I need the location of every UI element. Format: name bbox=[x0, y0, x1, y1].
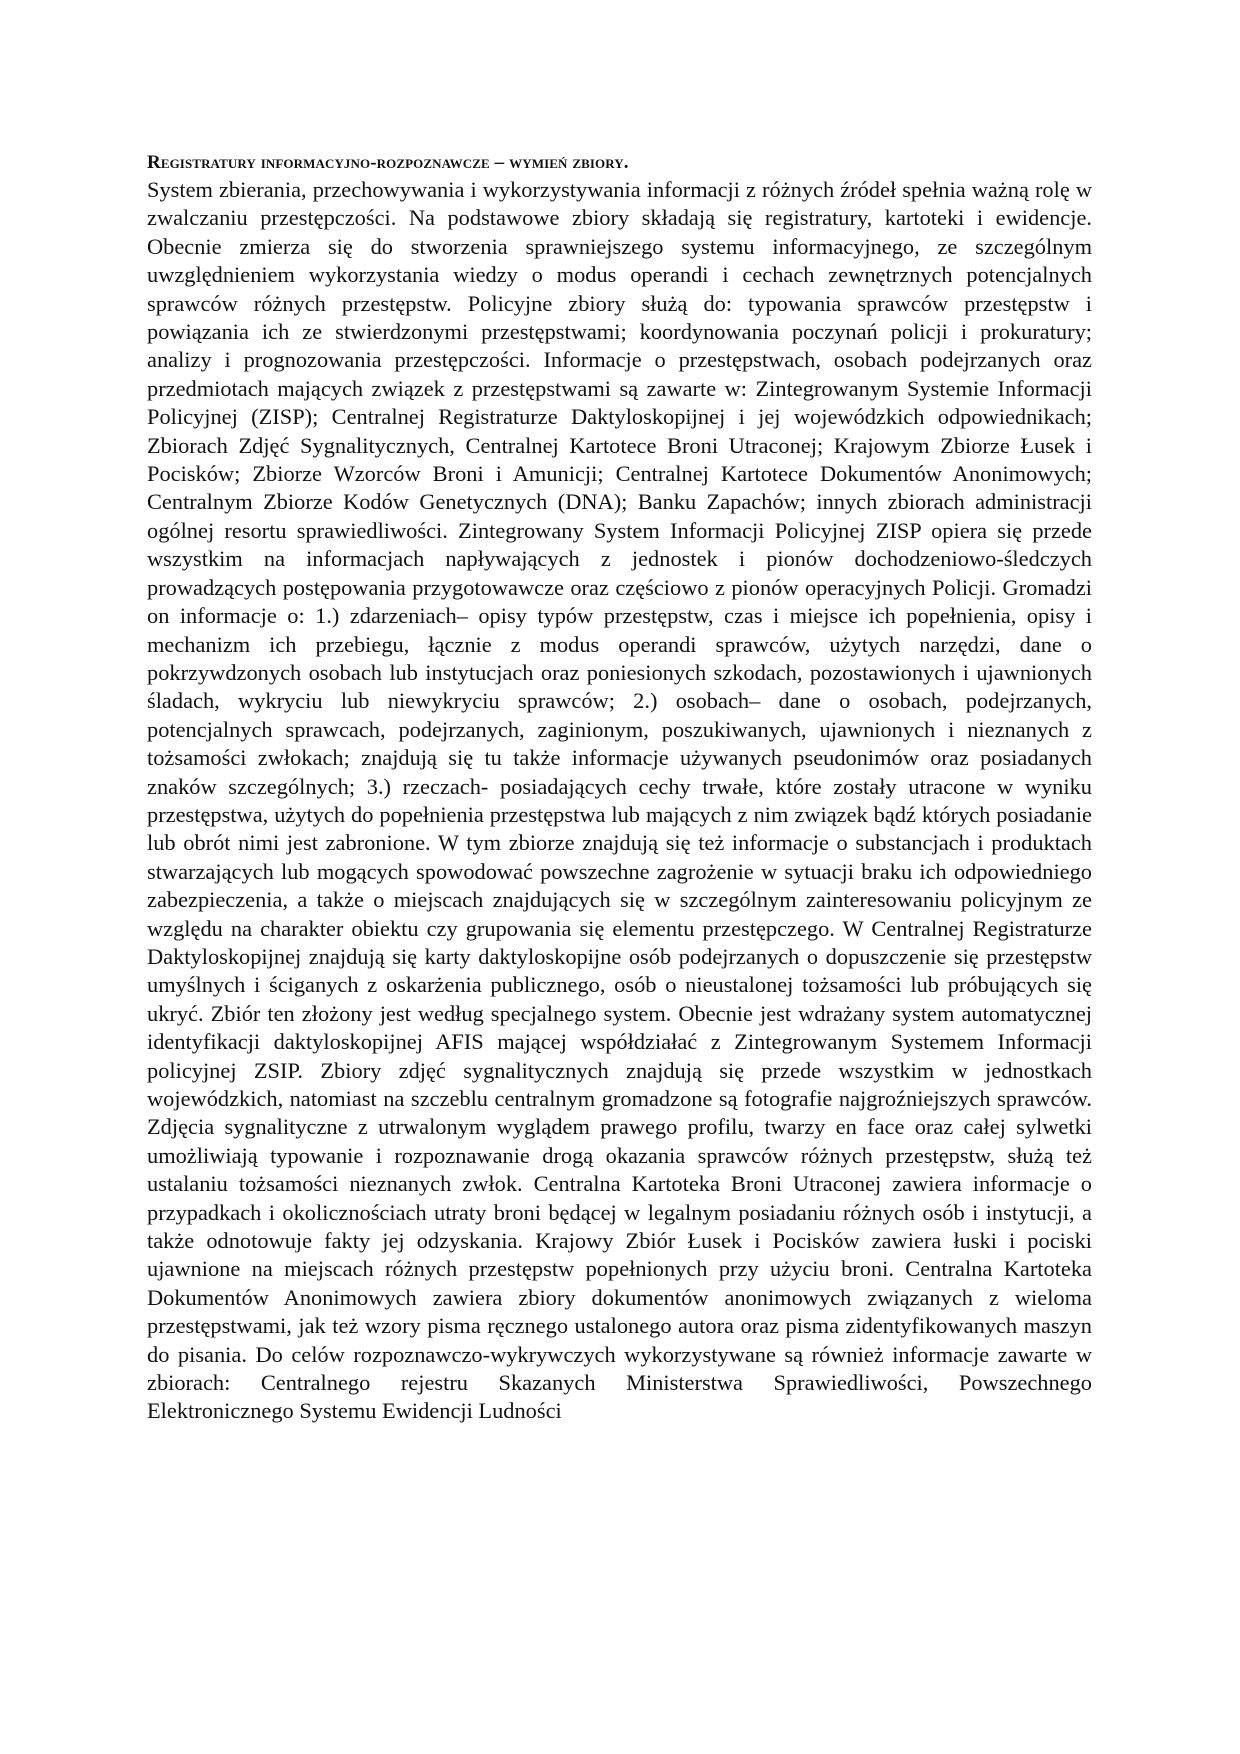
document-body-paragraph: System zbierania, przechowywania i wykorzystywania informacji z różnych źródeł spełnia ważną rolę w zwalczaniu przestępczości. Na podstawowe zbiory składają się registratury, kartoteki i ewidencje. Obecnie zmierza się do stworzenia sprawniejszego systemu informacyjnego, ze szczególnym uwzględnieniem wykorzystania wiedzy o modus operandi i cechach zewnętrznych potencjalnych sprawców różnych przestępstw. Policyjne zbiory służą do: typowania sprawców przestępstw i powiązania ich ze stwierdzonymi przestępstwami; koordynowania poczynań policji i prokuratury; analizy i prognozowania przestępczości. Informacje o przestępstwach, osobach podejrzanych oraz przedmiotach mających związek z przestępstwami są zawarte w: Zintegrowanym Systemie Informacji Policyjnej (ZISP); Centralnej Registraturze Daktyloskopijnej i jej wojewódzkich odpowiednikach; Zbiorach Zdjęć Sygnalitycznych, Centralnej Kartotece Broni Utraconej; Krajowym Zbiorze Łusek i Pocisków; Zbiorze Wzorców Broni i Amunicji; Centralnej Kartotece Dokumentów Anonimowych; Centralnym Zbiorze Kodów Genetycznych (DNA); Banku Zapachów; innych zbiorach administracji ogólnej resortu sprawiedliwości. Zintegrowany System Informacji Policyjnej ZISP opiera się przede wszystkim na informacjach napływających z jednostek i pionów dochodzeniowo-śledczych prowadzących postępowania przygotowawcze oraz częściowo z pionów operacyjnych Policji. Gromadzi on informacje o: 1.) zdarzeniach– opisy typów przestępstw, czas i miejsce ich popełnienia, opisy i mechanizm ich przebiegu, łącznie z modus operandi sprawców, użytych narzędzi, dane o pokrzywdzonych osobach lub instytucjach oraz poniesionych szkodach, pozostawionych i ujawnionych śladach, wykryciu lub niewykryciu sprawców; 2.) osobach– dane o osobach, podejrzanych, potencjalnych sprawcach, podejrzanych, zaginionym, poszukiwanych, ujawnionych i nieznanych z tożsamości zwłokach; znajdują się tu także informacje używanych pseudonimów oraz posiadanych znaków szczególnych; 3.) rzeczach- posiadających cechy trwałe, które zostały utracone w wyniku przestępstwa, użytych do popełnienia przestępstwa lub mających z nim związek bądź których posiadanie lub obrót nimi jest zabronione. W tym zbiorze znajdują się też informacje o substancjach i produktach stwarzających lub mogących spowodować powszechne zagrożenie w sytuacji braku ich odpowiedniego zabezpieczenia, a także o miejscach znajdujących się w szczególnym zainteresowaniu policyjnym ze względu na charakter obiektu czy grupowania się elementu przestępczego. W Centralnej Registraturze Daktyloskopijnej znajdują się karty daktyloskopijne osób podejrzanych o dopuszczenie się przestępstw umyślnych i ściganych z oskarżenia publicznego, osób o nieustalonej tożsamości lub próbujących się ukryć. Zbiór ten złożony jest według specjalnego system. Obecnie jest wdrażany system automatycznej identyfikacji daktyloskopijnej AFIS mającej współdziałać z Zintegrowanym Systemem Informacji policyjnej ZSIP. Zbiory zdjęć sygnalitycznych znajdują się przede wszystkim w jednostkach wojewódzkich, natomiast na szczeblu centralnym gromadzone są fotografie najgroźniejszych sprawców. Zdjęcia sygnalityczne z utrwalonym wyglądem prawego profilu, twarzy en face oraz całej sylwetki umożliwiają typowanie i rozpoznawanie drogą okazania sprawców różnych przestępstw, służą też ustalaniu tożsamości nieznanych zwłok. Centralna Kartoteka Broni Utraconej zawiera informacje o przypadkach i okolicznościach utraty broni będącej w legalnym posiadaniu różnych osób i instytucji, a także odnotowuje fakty jej odzyskania. Krajowy Zbiór Łusek i Pocisków zawiera łuski i pociski ujawnione na miejscach różnych przestępstw popełnionych przy użyciu broni. Centralna Kartoteka Dokumentów Anonimowych zawiera zbiory dokumentów anonimowych związanych z wieloma przestępstwami, jak też wzory pisma ręcznego ustalonego autora oraz pisma zidentyfikowanych maszyn do pisania. Do celów rozpoznawczo-wykrywczych wykorzystywane są również informacje zawarte w zbiorach: Centralnego rejestru Skazanych Ministerstwa Sprawiedliwości, Powszechnego Elektronicznego Systemu Ewidencji Ludności bbox=[147, 177, 1092, 1424]
document-page bbox=[147, 150, 1092, 1426]
document-heading: Registratury informacyjno-rozpoznawcze – wymień zbiory. bbox=[147, 152, 629, 173]
